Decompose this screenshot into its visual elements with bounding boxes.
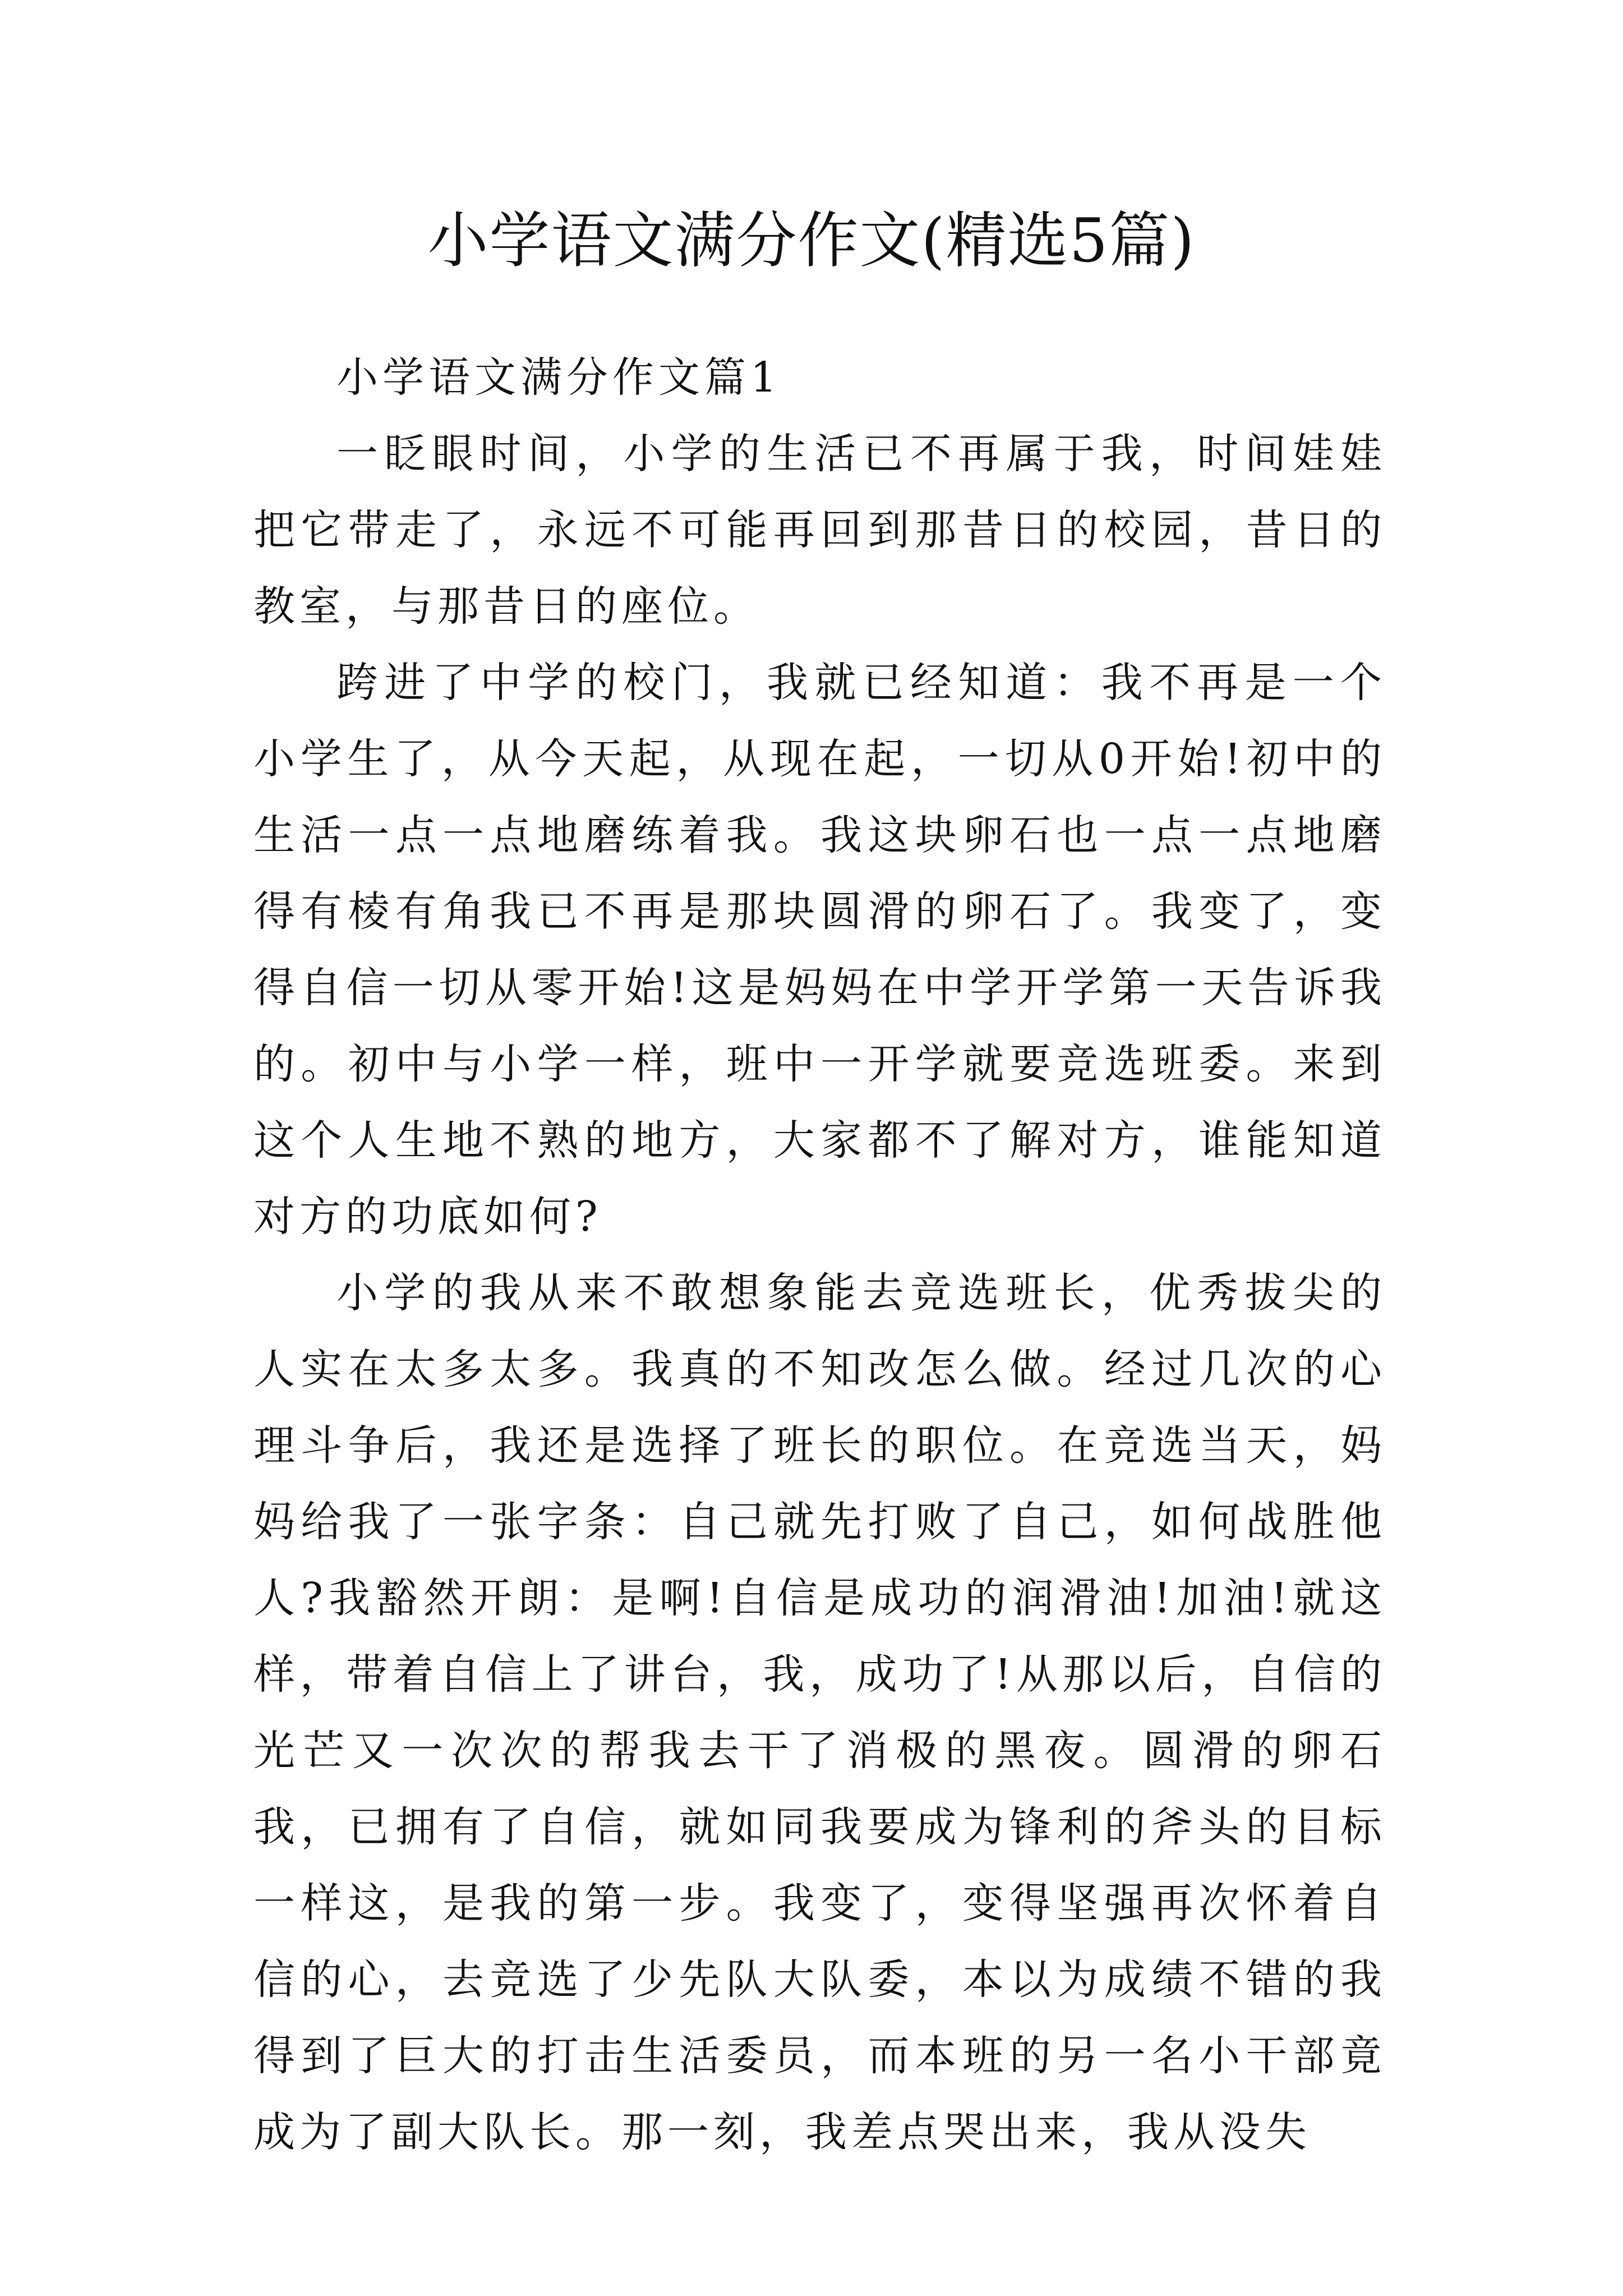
document-body: [253, 339, 1386, 2170]
section-heading: 小学语文满分作文篇1: [336, 353, 782, 402]
paragraph: 跨进了中学的校门，我就已经知道：我不再是一个小学生了，从今天起，从现在起，一切从0开始!初中的生活一点一点地磨练着我。我这块卵石也一点一点地磨得有棱有角我已不再是那块圆滑的卵石了。我变了，变得自信一切从零开始!这是妈妈在中学开学第一天告诉我的。初中与小学一样，班中一开学就要竞选班委。来到这个人生地不熟的地方，大家都不了解对方，谁能知道对方的功底如何?: [253, 659, 1386, 1241]
paragraph: 小学的我从来不敢想象能去竞选班长，优秀拔尖的人实在太多太多。我真的不知改怎么做。经过几次的心理斗争后，我还是选择了班长的职位。在竞选当天，妈妈给我了一张字条：自己就先打败了自己，如何战胜他人?我豁然开朗：是啊!自信是成功的润滑油!加油!就这样，带着自信上了讲台，我，成功了!从那以后，自信的光芒又一次次的帮我去干了消极的黑夜。圆滑的卵石我，已拥有了自信，就如同我要成为锋利的斧头的目标一样这，是我的第一步。我变了，变得坚强再次怀着自信的心，去竞选了少先队大队委，本以为成绩不错的我得到了巨大的打击生活委员，而本班的另一名小干部竟成为了副大队长。那一刻，我差点哭出来，我从没失: [253, 1269, 1386, 2156]
paragraph: 一眨眼时间，小学的生活已不再属于我，时间娃娃把它带走了，永远不可能再回到那昔日的校园，昔日的教室，与那昔日的座位。: [253, 430, 1386, 631]
document-title: 小学语文满分作文(精选5篇): [427, 206, 1196, 276]
